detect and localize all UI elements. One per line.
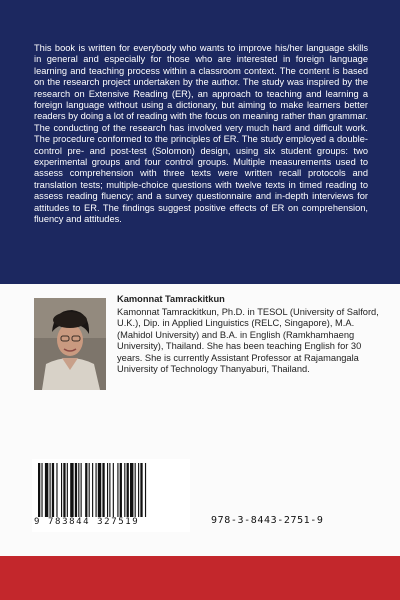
author-portrait-image <box>34 298 106 390</box>
blurb-panel <box>0 0 400 284</box>
barcode <box>32 459 190 532</box>
barcode-bars <box>38 463 184 517</box>
author-name: Kamonnat Tamrackitkun <box>117 294 225 304</box>
bottom-color-band <box>0 556 400 600</box>
isbn-number: 978-3-8443-2751-9 <box>211 515 324 526</box>
blurb-text: This book is written for everybody who wants to improve his/her language skills in general and especially for those who are interested in foreign language learning and teaching process within a classroom context. The content is based on the research project undertaken by the author. The study was inspired by the research on Extensive Reading (ER), an approach to teaching and learning a foreign language without using a dictionary, but aiming to make learners better readers by doing a lot of reading with the focus on meaning rather than grammar. The conducting of the research has involved very much hard and difficult work. The procedure conformed to the principles of ER. The study employed a double-control pre- and post-test (Solomon) design, using six student groups: two experimental groups and four control groups. Multiple measurements used to assess comprehension with three texts were written recall protocols and translation tests; multiple-choice questions with twelve texts in timed reading to assess reading fluency; and a survey questionnaire and in-depth interviews for attitudes to ER. The findings suggest positive effects of ER on comprehension, fluency and attitudes. <box>34 43 368 225</box>
author-photo <box>34 298 106 390</box>
author-bio: Kamonnat Tamrackitkun, Ph.D. in TESOL (University of Salford, U.K.), Dip. in Applied Linguistics (RELC, Singapore), M.A. (Mahidol University) and B.A. in English (Ramkhamhaeng University), Thailand. She has been teaching English for 30 years. She is currently Assistant Professor at Rajamangala University of Technology Thanyaburi, Thailand. <box>117 307 379 375</box>
barcode-digits: 9 783844 327519 <box>34 517 140 527</box>
